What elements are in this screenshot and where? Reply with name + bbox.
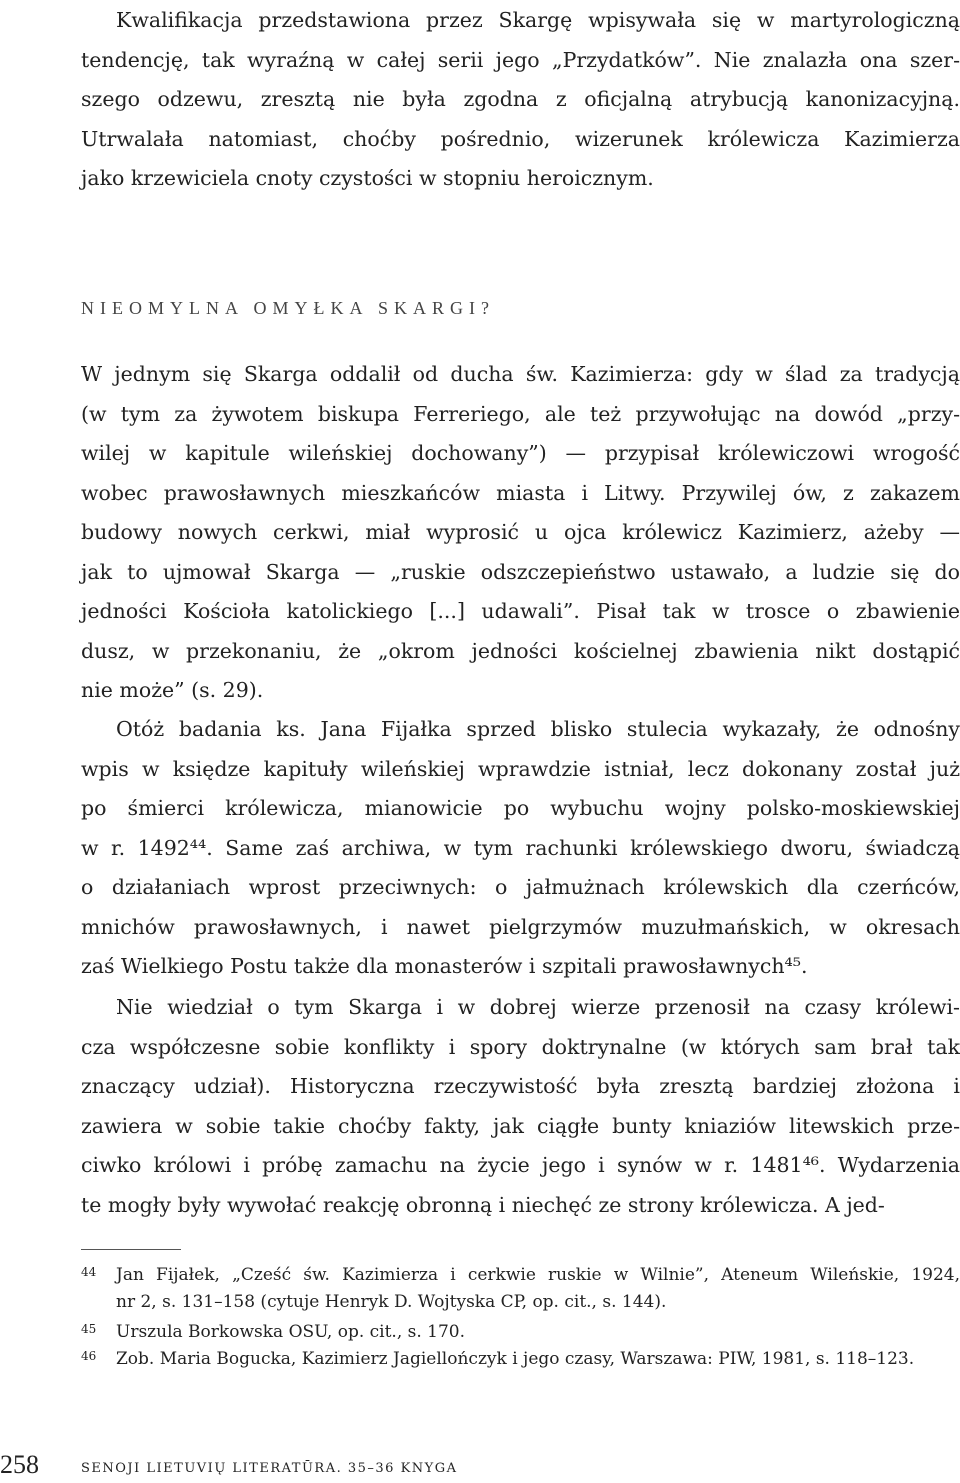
text-line: budowy nowych cerkwi, miał wyprosić u ojca królewicz Kazimierz, ażeby — xyxy=(81,520,960,544)
footnote-44 xyxy=(81,1262,960,1316)
footnote-45 xyxy=(81,1319,960,1346)
text-line: jedności Kościoła katolickiego [...] udawali”. Pisał tak w trosce o zbawienie xyxy=(81,599,960,623)
paragraph-4 xyxy=(81,988,960,1225)
text-line: po śmierci królewicza, mianowicie po wybuchu wojny polsko-moskiewskiej xyxy=(81,796,960,820)
text-line: wilej w kapitule wileńskiej dochowany”) — przypisał królewiczowi wrogość xyxy=(81,441,960,465)
footnote-number: 44 xyxy=(81,1265,97,1279)
text-line: wobec prawosławnych mieszkańców miasta i Litwy. Przywilej ów, z zakazem xyxy=(81,480,960,505)
footnote-text: nr 2, s. 131–158 (cytuje Henryk D. Wojtyska CP, op. cit., s. 144). xyxy=(116,1292,667,1312)
text-line: Utrwalała natomiast, choćby pośrednio, wizerunek królewicza Kazimierza xyxy=(81,126,960,151)
text-line: Nie wiedział o tym Skarga i w dobrej wierze przenosił na czasy królewi- xyxy=(116,995,960,1019)
text-line: te mogły były wywołać reakcję obronną i niechęć ze strony królewicza. A jed- xyxy=(81,1192,885,1217)
text-line: tendencję, tak wyraźną w całej serii jego „Przydatków”. Nie znalazła ona szer- xyxy=(81,47,960,72)
text-line: o działaniach wprost przeciwnych: o jałmużnach królewskich dla czerńców, xyxy=(81,875,960,899)
text-line: cza współczesne sobie konflikty i spory doktrynalne (w których sam brał tak xyxy=(81,1034,960,1059)
text-line: Kwalifikacja przedstawiona przez Skargę wpisywała się w martyrologiczną xyxy=(116,8,960,32)
text-line: W jednym się Skarga oddalił od ducha św. Kazimierza: gdy w ślad za tradycją xyxy=(81,362,960,386)
text-line: mnichów prawosławnych, i nawet pielgrzymów muzułmańskich, w okresach xyxy=(81,914,960,939)
footnote-46 xyxy=(81,1346,960,1373)
running-title: SENOJI LIETUVIŲ LITERATŪRA. 35–36 KNYGA xyxy=(81,1461,458,1476)
footnote-number: 46 xyxy=(81,1349,97,1363)
text-line: (w tym za żywotem biskupa Ferreriego, ale też przywołując na dowód „przy- xyxy=(81,401,960,426)
text-line: nie może” (s. 29). xyxy=(81,678,264,702)
text-line: znaczący udział). Historyczna rzeczywistość była zresztą bardziej złożona i xyxy=(81,1074,960,1098)
page-footer xyxy=(0,1450,960,1480)
text-line: jako krzewiciela cnoty czystości w stopniu heroicznym. xyxy=(81,166,654,190)
footnote-text: Jan Fijałek, „Cześć św. Kazimierza i cerkwie ruskie w Wilnie”, Ateneum Wileńskie, 1924, xyxy=(116,1265,960,1285)
text-line: dusz, w przekonaniu, że „okrom jedności kościelnej zbawienia nikt dostąpić xyxy=(81,638,960,663)
paragraph-3 xyxy=(81,710,960,987)
text-line: szego odzewu, zresztą nie była zgodna z oficjalną atrybucją kanonizacyjną. xyxy=(81,87,960,111)
footnote-text: Urszula Borkowska OSU, op. cit., s. 170. xyxy=(116,1322,466,1342)
text-line: wpis w księdze kapituły wileńskiej wprawdzie istniał, lecz dokonany został już xyxy=(81,756,960,781)
text-line: ciwko królowi i próbę zamachu na życie jego i synów w r. 1481⁴⁶. Wydarzenia xyxy=(81,1153,960,1177)
text-line: zawiera w sobie takie choćby fakty, jak ciągłe bunty kniaziów litewskich prze- xyxy=(81,1113,960,1138)
text-line: zaś Wielkiego Postu także dla monasterów i szpitali prawosławnych⁴⁵. xyxy=(81,954,808,978)
text-line: w r. 1492⁴⁴. Same zaś archiwa, w tym rachunki królewskiego dworu, świadczą xyxy=(81,835,960,860)
paragraph-2 xyxy=(81,355,960,711)
footnote-text: Zob. Maria Bogucka, Kazimierz Jagiellończyk i jego czasy, Warszawa: PIW, 1981, s. 118–123. xyxy=(116,1349,915,1369)
footnote-divider xyxy=(81,1249,181,1250)
paragraph-1 xyxy=(81,1,960,199)
footnote-number: 45 xyxy=(81,1322,97,1336)
section-heading: NIEOMYLNA OMYŁKA SKARGI? xyxy=(81,298,495,318)
text-line: jak to ujmował Skarga — „ruskie odszczepieństwo ustawało, a ludzie się do xyxy=(81,559,960,584)
page-number: 258 xyxy=(0,1450,39,1479)
text-line: Otóż badania ks. Jana Fijałka sprzed blisko stulecia wykazały, że odnośny xyxy=(116,717,960,741)
